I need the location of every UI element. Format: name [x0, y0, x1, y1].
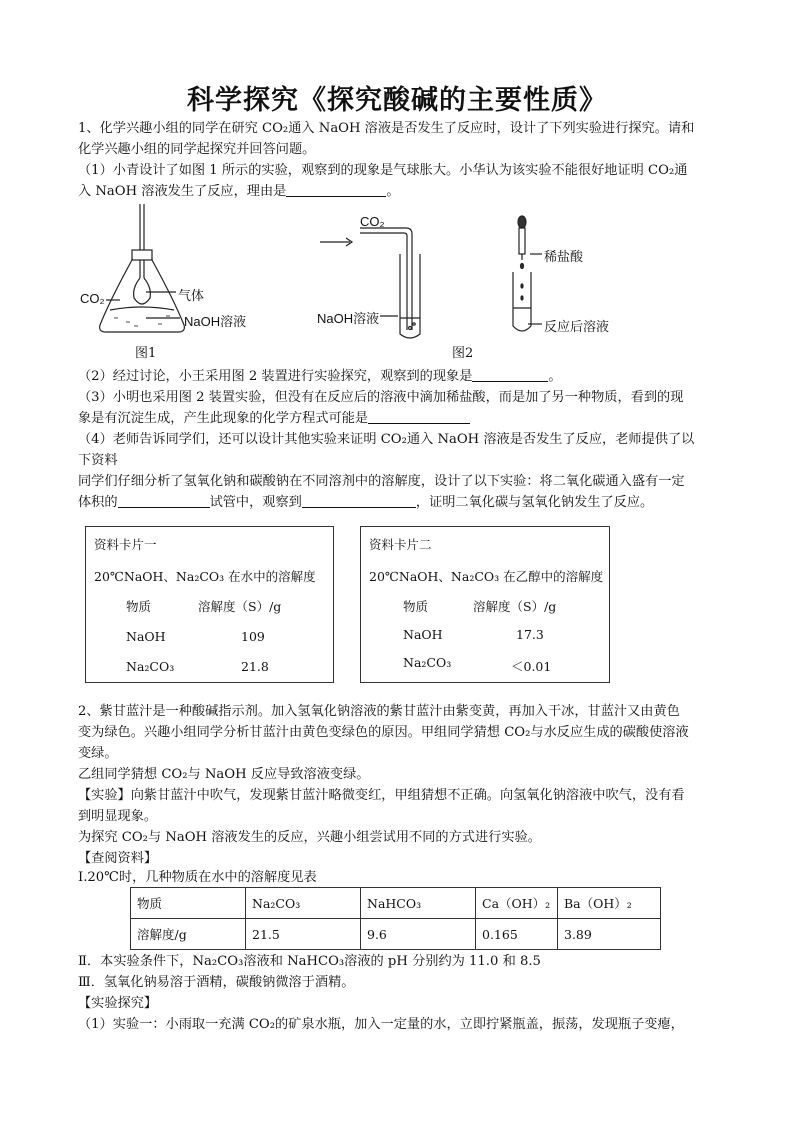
q1-part2-line [78, 367, 562, 387]
table-row [131, 888, 661, 919]
period: 。 [548, 369, 562, 384]
q1-part5-text-c: ，证明二氧化碳与氢氧化钠发生了反应。 [415, 495, 654, 510]
table-header-cell: Na₂CO₃ [246, 888, 361, 919]
card2-col-substance: 物质 [403, 599, 429, 614]
table-header-cell: Ca（OH）₂ [476, 888, 558, 919]
q1-intro-line1: 1、化学兴趣小组的同学在研究 CO₂通入 NaOH 溶液是否发生了反应时，设计了下列实验进行探究。请和 [78, 121, 695, 136]
fig2-naoh-label: NaOH溶液 [317, 311, 380, 326]
q1-part1-text: 入 NaOH 溶液发生了反应，理由是 [78, 184, 287, 199]
q2-exploration-heading: 【实验探究】 [78, 996, 158, 1011]
table-header-cell: Ba（OH）₂ [558, 888, 661, 919]
card2-title: 资料卡片二 [369, 537, 432, 552]
card1-r1-name: NaOH [126, 629, 166, 644]
q1-part5-line2 [78, 493, 653, 513]
period: 。 [386, 184, 400, 199]
q1-part5-text-a: 体积的 [78, 495, 118, 510]
card1-col-solubility: 溶解度（S）/g [198, 599, 282, 614]
card2-r2-name: Na₂CO₃ [403, 655, 452, 670]
table-cell: 21.5 [246, 919, 361, 950]
q1-part4-line1: （4）老师告诉同学们，还可以设计其他实验来证明 CO₂通入 NaOH 溶液是否发生了反应，老师提供了以 [78, 432, 695, 447]
fig2-solution-label: 反应后溶液 [544, 319, 610, 334]
answer-blank-volume[interactable] [118, 493, 210, 508]
answer-blank-observation[interactable] [302, 493, 416, 508]
q1-part5-text-b: 试管中，观察到 [209, 495, 302, 510]
data-card-water [85, 526, 334, 683]
fig1-caption: 图1 [135, 346, 157, 361]
q2-line2: 变为绿色。兴趣小组同学分析甘蓝汁由黄色变绿色的原因。甲组同学猜想 CO₂与水反应生成的碳酸使溶液 [78, 725, 689, 740]
card1-col-substance: 物质 [126, 599, 152, 614]
table-cell: 溶解度/g [131, 919, 246, 950]
q1-part2-text: （2）经过讨论，小王采用图 2 装置进行实验探究，观察到的现象是 [78, 369, 473, 384]
q2-experiment-line2: 到明显现象。 [78, 809, 158, 824]
data-card-ethanol [360, 526, 610, 683]
q1-part4-line2: 下资料 [78, 453, 118, 468]
fig2-co2-label: CO₂ [360, 214, 385, 229]
card2-col-solubility: 溶解度（S）/g [473, 599, 557, 614]
table-header-cell: 物质 [131, 888, 246, 919]
fig1-co2-label: CO₂ [80, 291, 105, 306]
q2-line3: 变绿。 [78, 746, 118, 761]
q2-exploration-line1: （1）实验一：小雨取一充满 CO₂的矿泉水瓶，加入一定量的水，立即拧紧瓶盖，振荡，发现瓶子变瘪， [78, 1017, 684, 1032]
table-row [131, 919, 661, 950]
fig2-caption: 图2 [452, 346, 474, 361]
q1-part3-text: 象是有沉淀生成，产生此现象的化学方程式可能是 [78, 411, 369, 426]
q1-part3-line1: （3）小明也采用图 2 装置实验，但没有在反应后的溶液中滴加稀盐酸，而是加了另一种物质，看到的现 [78, 390, 684, 405]
card1-subtitle: 20℃NaOH、Na₂CO₃ 在水中的溶解度 [94, 569, 316, 584]
answer-blank-reason[interactable] [286, 182, 386, 197]
table-cell: 0.165 [476, 919, 558, 950]
answer-blank-equation[interactable] [368, 409, 470, 424]
figure2-dropper-tube [513, 216, 542, 331]
fig1-gas-label: 气体 [178, 288, 205, 303]
figure1-flask-apparatus [100, 204, 185, 332]
card2-r2-value: ＜0.01 [511, 659, 552, 674]
q1-part3-line2 [78, 409, 470, 429]
fig2-hcl-label: 稀盐酸 [544, 249, 584, 264]
card1-r1-value: 109 [241, 629, 265, 644]
page-title: 科学探究《探究酸碱的主要性质》 [187, 85, 607, 116]
solubility-table [130, 887, 661, 950]
table-cell: 9.6 [361, 919, 476, 950]
q2-reference-2: Ⅱ．本实验条件下，Na₂CO₃溶液和 NaHCO₃溶液的 pH 分别约为 11.0 和 8.5 [78, 954, 541, 969]
q1-intro-line2: 化学兴趣小组的同学起探究并回答问题。 [78, 142, 316, 157]
q1-part1-line1: （1）小青设计了如图 1 所示的实验，观察到的现象是气球胀大。小华认为该实验不能很好地证明 CO₂通 [78, 163, 688, 178]
q1-part1-line2 [78, 182, 400, 202]
card1-r2-name: Na₂CO₃ [126, 659, 175, 674]
card1-title: 资料卡片一 [94, 537, 157, 552]
q2-line7: 为探究 CO₂与 NaOH 溶液发生的反应，兴趣小组尝试用不同的方式进行实验。 [78, 830, 541, 845]
q2-experiment-line1: 【实验】向紫甘蓝汁中吹气，发现紫甘蓝汁略微变红，甲组猜想不正确。向氢氧化钠溶液中吹气，没有看 [78, 788, 685, 803]
q2-line4: 乙组同学猜想 CO₂与 NaOH 反应导致溶液变绿。 [78, 767, 370, 782]
q2-reference-1: Ⅰ.20℃时，几种物质在水中的溶解度见表 [78, 870, 317, 885]
card2-subtitle: 20℃NaOH、Na₂CO₃ 在乙醇中的溶解度 [369, 569, 604, 584]
q2-reference-3: Ⅲ．氢氧化钠易溶于酒精，碳酸钠微溶于酒精。 [78, 975, 355, 990]
table-header-cell: NaHCO₃ [361, 888, 476, 919]
table-cell: 3.89 [558, 919, 661, 950]
q1-part5-line1: 同学们仔细分析了氢氧化钠和碳酸钠在不同溶剂中的溶解度，设计了以下实验：将二氧化碳通入盛有一定 [78, 474, 685, 489]
card2-r1-value: 17.3 [516, 627, 544, 642]
card1-r2-value: 21.8 [241, 659, 269, 674]
q2-references-heading: 【查阅资料】 [78, 851, 158, 866]
answer-blank-phenomenon[interactable] [472, 367, 548, 382]
fig1-naoh-label: NaOH溶液 [184, 314, 247, 329]
card2-r1-name: NaOH [403, 627, 443, 642]
q2-line1: 2、紫甘蓝汁是一种酸碱指示剂。加入氢氧化钠溶液的紫甘蓝汁由紫变黄，再加入干冰，甘蓝汁又由黄色 [78, 704, 680, 719]
